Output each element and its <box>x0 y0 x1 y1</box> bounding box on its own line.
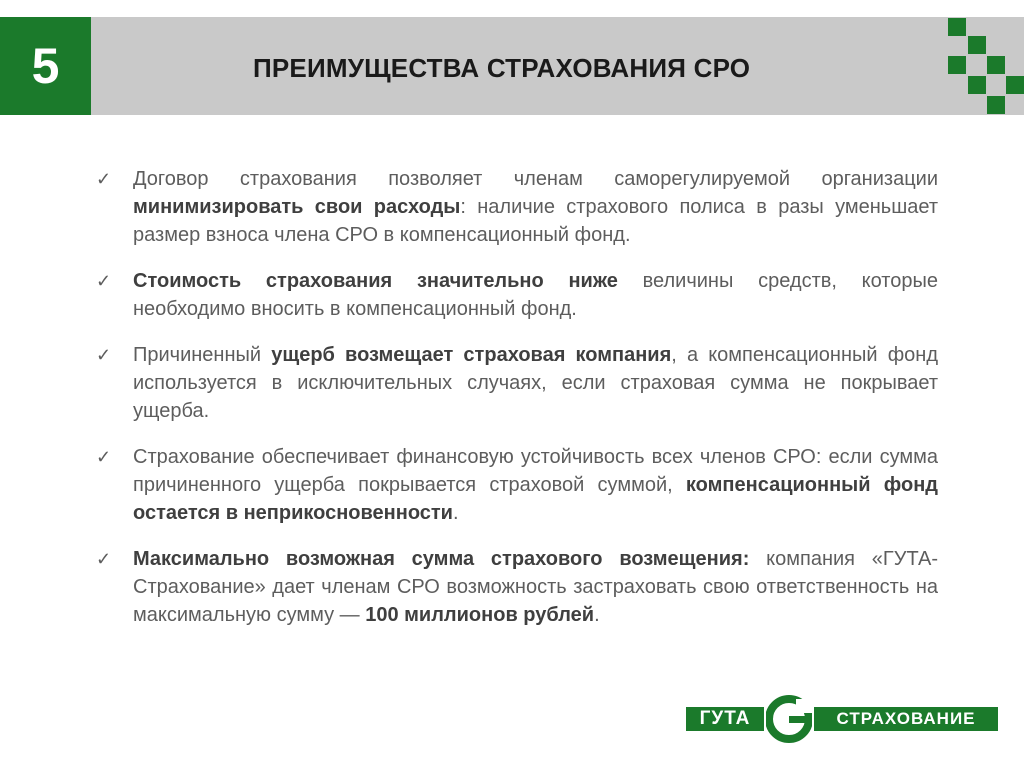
list-item-text <box>133 446 938 524</box>
bold-text: 100 миллионов рублей <box>365 604 595 626</box>
logo-right-text: СТРАХОВАНИЕ <box>814 707 998 731</box>
list-item <box>96 443 938 527</box>
list-item-text <box>133 344 938 422</box>
text-segment: : наличие страхового полиса в разы уменьшает размер взноса члена СРО в компенсационный фонд. <box>133 196 938 246</box>
text-segment: Договор страхования позволяет членам саморегулируемой организации <box>133 168 938 190</box>
bold-text: ущерб возмещает страховая компания <box>271 344 672 366</box>
text-segment: , а компенсационный фонд используется в исключительных случаях, если страховая сумма не покрывает ущерба. <box>133 344 939 422</box>
text-segment: величины средств, которые необходимо вносить в компенсационный фонд. <box>133 270 938 320</box>
list-item <box>96 267 938 323</box>
guta-g-logo-icon <box>766 695 812 743</box>
logo-left-text: ГУТА <box>686 707 764 731</box>
bold-text: Стоимость страхования значительно ниже <box>133 270 618 292</box>
text-segment: Причиненный <box>133 344 272 366</box>
bold-text: минимизировать свои расходы <box>133 196 461 218</box>
text-segment: . <box>594 604 600 626</box>
slide-number-box <box>0 17 91 115</box>
checkmark-icon: ✓ <box>96 447 112 467</box>
list-item <box>96 341 938 425</box>
list-item <box>96 165 938 249</box>
text-segment: компания «ГУТА-Страхование» дает членам СРО возможность застраховать свою ответственность на максимальную сумму — <box>133 548 939 626</box>
list-item-text <box>133 548 938 626</box>
list-item-text <box>133 270 938 320</box>
bullet-list <box>96 165 938 647</box>
checkmark-icon: ✓ <box>96 271 112 291</box>
checkmark-icon: ✓ <box>96 169 112 189</box>
list-item-text <box>133 168 938 246</box>
page-title: ПРЕИМУЩЕСТВА СТРАХОВАНИЯ СРО <box>253 53 751 83</box>
text-segment: . <box>452 502 459 524</box>
bold-text: Максимально возможная сумма страхового возмещения: <box>133 548 750 570</box>
checkmark-icon: ✓ <box>96 345 112 365</box>
checkmark-icon: ✓ <box>96 549 112 569</box>
bold-text: компенсационный фонд остается в неприкосновенности <box>133 474 938 524</box>
list-item <box>96 545 938 629</box>
green-squares-pattern-icon <box>940 12 1024 120</box>
company-logo <box>686 695 1000 745</box>
slide-number: 5 <box>31 38 60 94</box>
text-segment: Страхование обеспечивает финансовую устойчивость всех членов СРО: если сумма причиненного ущерба покрывается страховой суммой, <box>133 446 938 496</box>
